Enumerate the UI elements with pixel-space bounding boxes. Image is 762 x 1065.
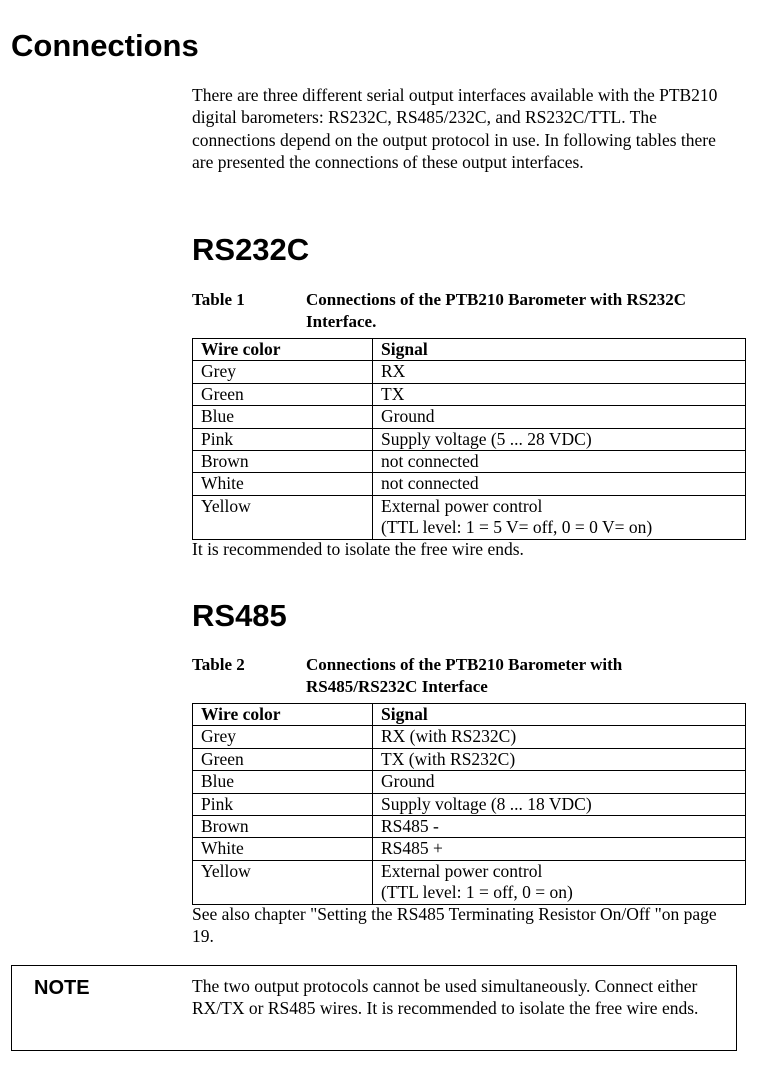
- signal-cell: RS485 +: [373, 838, 746, 860]
- table-row: [193, 771, 746, 793]
- wire-color-cell: Brown: [193, 816, 373, 838]
- signal-cell: not connected: [373, 451, 746, 473]
- table-row: [193, 726, 746, 748]
- signal-cell: not connected: [373, 473, 746, 495]
- signal-cell: Ground: [373, 771, 746, 793]
- wire-color-cell: Grey: [193, 726, 373, 748]
- signal-line: (TTL level: 1 = off, 0 = on): [381, 882, 573, 903]
- signal-cell: RX: [373, 361, 746, 383]
- table-row: [193, 816, 746, 838]
- table-row: [193, 793, 746, 815]
- table-header-row: [193, 704, 746, 726]
- signal-cell: TX (with RS232C): [373, 748, 746, 770]
- table-title: Connections of the PTB210 Barometer with RS485/RS232C Interface: [306, 655, 623, 697]
- wire-color-cell: White: [193, 838, 373, 860]
- wire-color-cell: Brown: [193, 451, 373, 473]
- signal-cell: RX (with RS232C): [373, 726, 746, 748]
- table-row: [193, 860, 746, 904]
- wire-color-cell: Blue: [193, 406, 373, 428]
- table-title: Connections of the PTB210 Barometer with RS232C Interface.: [306, 290, 686, 332]
- table-row: [193, 383, 746, 405]
- connections-table-rs485: [192, 703, 746, 905]
- column-header-wire-color: Wire color: [193, 339, 373, 361]
- table-footnote: It is recommended to isolate the free wire ends.: [192, 539, 524, 559]
- table-number: Table 2: [192, 655, 245, 674]
- table-row: [193, 495, 746, 539]
- signal-cell: Ground: [373, 406, 746, 428]
- wire-color-cell: Blue: [193, 771, 373, 793]
- wire-color-cell: Yellow: [193, 495, 373, 539]
- wire-color-cell: White: [193, 473, 373, 495]
- page-title: Connections: [11, 28, 199, 63]
- signal-line: (TTL level: 1 = 5 V= off, 0 = 0 V= on): [381, 517, 653, 538]
- column-header-wire-color: Wire color: [193, 704, 373, 726]
- signal-cell: Supply voltage (5 ... 28 VDC): [373, 428, 746, 450]
- table-row: [193, 748, 746, 770]
- signal-cell: [373, 495, 746, 539]
- connections-table-rs232c: [192, 338, 746, 540]
- wire-color-cell: Grey: [193, 361, 373, 383]
- section-heading-rs232c: RS232C: [192, 232, 310, 267]
- table-footnote: See also chapter "Setting the RS485 Terminating Resistor On/Off "on page 19.: [192, 904, 717, 947]
- wire-color-cell: Green: [193, 748, 373, 770]
- note-text: The two output protocols cannot be used simultaneously. Connect either RX/TX or RS485 wires. It is recommended to isolate the free wire ends.: [192, 976, 699, 1019]
- column-header-signal: Signal: [373, 704, 746, 726]
- table-row: [193, 838, 746, 860]
- table-row: [193, 406, 746, 428]
- column-header-signal: Signal: [373, 339, 746, 361]
- section-heading-rs485: RS485: [192, 598, 287, 633]
- wire-color-cell: Pink: [193, 428, 373, 450]
- table-header-row: [193, 339, 746, 361]
- note-box: [11, 965, 737, 1051]
- signal-cell: RS485 -: [373, 816, 746, 838]
- wire-color-cell: Green: [193, 383, 373, 405]
- signal-cell: TX: [373, 383, 746, 405]
- wire-color-cell: Yellow: [193, 860, 373, 904]
- signal-cell: [373, 860, 746, 904]
- wire-color-cell: Pink: [193, 793, 373, 815]
- table-row: [193, 473, 746, 495]
- note-label: NOTE: [34, 977, 90, 999]
- signal-line: External power control: [381, 495, 543, 516]
- intro-paragraph: There are three different serial output interfaces available with the PTB210 digital barometers: RS232C, RS485/232C, and RS232C/TTL. The connections depend on the output protocol in use. In following tables there are presented the connections of these output interfaces.: [192, 85, 718, 173]
- signal-cell: Supply voltage (8 ... 18 VDC): [373, 793, 746, 815]
- table-row: [193, 451, 746, 473]
- table-row: [193, 361, 746, 383]
- table-row: [193, 428, 746, 450]
- table-number: Table 1: [192, 290, 245, 309]
- signal-line: External power control: [381, 860, 543, 881]
